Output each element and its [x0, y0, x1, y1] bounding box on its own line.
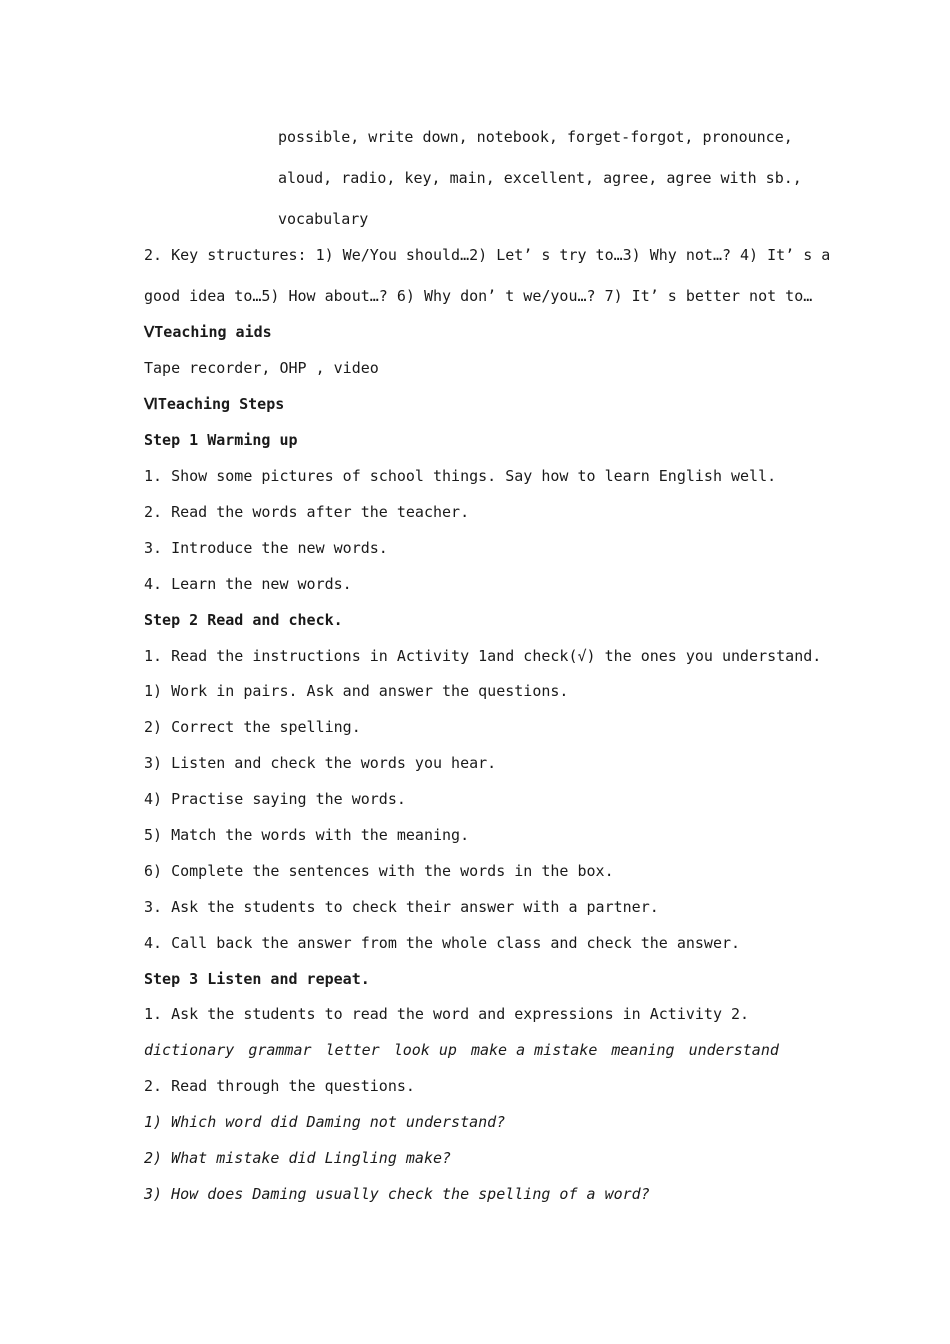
key-structures-line: 2. Key structures: 1) We/You should…2) Let’ s try to…3) Why not…? 4) It’ s a — [144, 246, 831, 264]
list-item: 1) Work in pairs. Ask and answer the questions. — [144, 682, 569, 700]
step3-heading: Step 3 Listen and repeat. — [144, 970, 370, 988]
question-item: 3) How does Daming usually check the spelling of a word? — [144, 1185, 650, 1203]
vocab-line: possible, write down, notebook, forget-forgot, pronounce, — [278, 128, 793, 146]
list-item: 4. Call back the answer from the whole class and check the answer. — [144, 934, 741, 952]
list-item: 1. Read the instructions in Activity 1and check(√) the ones you understand. — [144, 647, 822, 665]
list-item: 5) Match the words with the meaning. — [144, 826, 470, 844]
list-item: 4) Practise saying the words. — [144, 790, 406, 808]
section-heading-teaching-aids: ⅤTeaching aids — [144, 323, 272, 341]
vocab-line: aloud, radio, key, main, excellent, agree, agree with sb., — [278, 169, 802, 187]
key-structures-line: good idea to…5) How about…? 6) Why don’ t we/you…? 7) It’ s better not to… — [144, 287, 813, 305]
list-item: 6) Complete the sentences with the words in the box. — [144, 862, 614, 880]
vocab-word: letter — [325, 1041, 380, 1059]
vocab-word: meaning — [611, 1041, 675, 1059]
vocab-line: vocabulary — [278, 210, 369, 228]
vocab-word: grammar — [248, 1041, 312, 1059]
vocabulary-words — [144, 1040, 779, 1060]
list-item: 3. Introduce the new words. — [144, 539, 388, 557]
question-item: 2) What mistake did Lingling make? — [144, 1149, 452, 1167]
list-item: 1. Ask the students to read the word and expressions in Activity 2. — [144, 1005, 750, 1023]
section-heading-teaching-steps: ⅥTeaching Steps — [144, 395, 285, 413]
list-item: 4. Learn the new words. — [144, 575, 352, 593]
question-item: 1) Which word did Daming not understand? — [144, 1113, 506, 1131]
step1-heading: Step 1 Warming up — [144, 431, 298, 449]
step2-heading: Step 2 Read and check. — [144, 611, 343, 629]
list-item: 3. Ask the students to check their answer with a partner. — [144, 898, 659, 916]
teaching-aids-text: Tape recorder, OHP , video — [144, 359, 379, 377]
list-item: 3) Listen and check the words you hear. — [144, 754, 497, 772]
vocab-word: make a mistake — [470, 1041, 598, 1059]
list-item: 2. Read through the questions. — [144, 1077, 415, 1095]
vocab-word: look up — [393, 1041, 457, 1059]
list-item: 2) Correct the spelling. — [144, 718, 361, 736]
vocab-word: understand — [688, 1041, 779, 1059]
vocab-word: dictionary — [144, 1041, 235, 1059]
list-item: 1. Show some pictures of school things. Say how to learn English well. — [144, 467, 777, 485]
list-item: 2. Read the words after the teacher. — [144, 503, 470, 521]
